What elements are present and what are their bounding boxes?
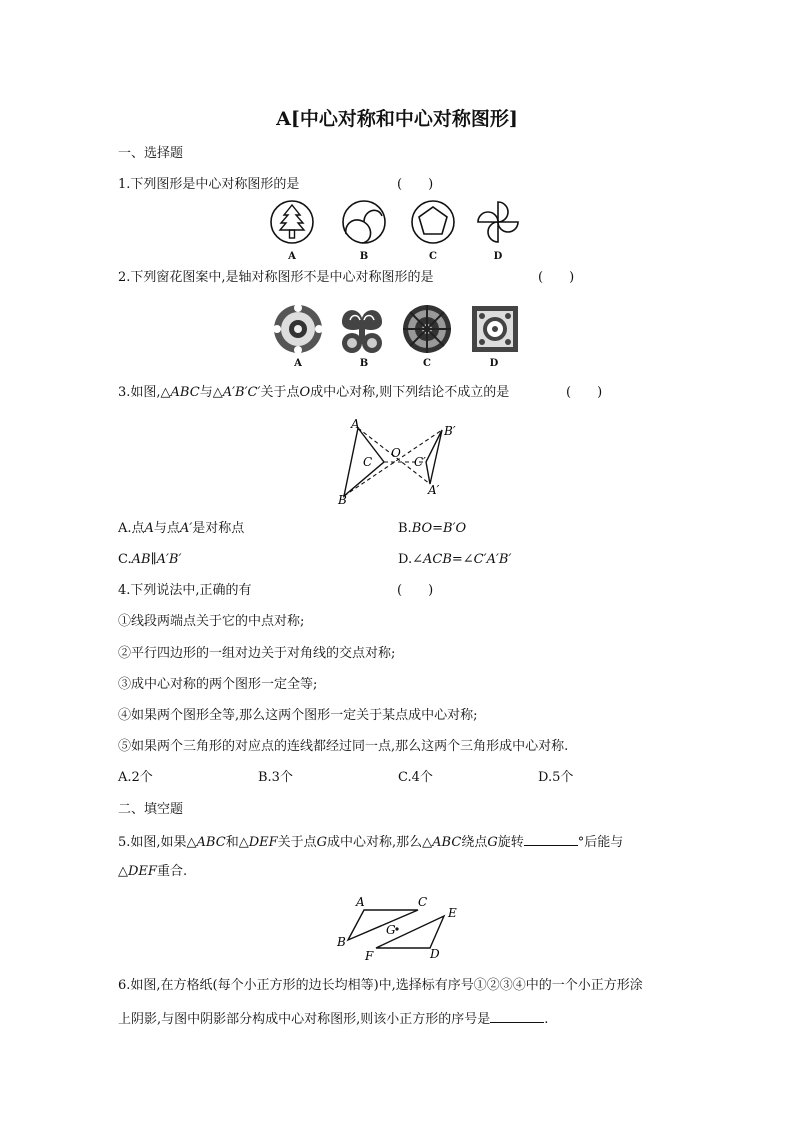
fig3-label-c: C xyxy=(363,455,373,469)
question-1-text: 1.下列图形是中心对称图形的是 xyxy=(118,177,300,192)
question-2-answer-paren: ( ) xyxy=(538,270,575,285)
fig3-label-c-prime: C′ xyxy=(414,455,426,469)
paper-cut-a-figure xyxy=(273,304,323,354)
paper-cut-d-figure xyxy=(472,306,518,352)
question-2-paper-cut-figures xyxy=(270,302,525,356)
question-4-statement-1: ①线段两端点关于它的中点对称; xyxy=(118,614,305,629)
fig3-label-b-prime: B′ xyxy=(444,424,456,438)
question-1-label-c: C xyxy=(429,251,437,262)
fig5-label-a: A xyxy=(356,895,365,909)
tree-circle-figure xyxy=(271,201,313,243)
question-2-label-a: A xyxy=(294,358,302,369)
question-1-label-d: D xyxy=(493,251,503,262)
paper-cut-c-figure xyxy=(403,305,451,353)
fig5-label-g: G xyxy=(386,923,396,937)
question-4-text: 4.下列说法中,正确的有 xyxy=(118,583,252,598)
section-heading-choice: 一、选择题 xyxy=(118,146,184,161)
section-heading-fill-in: 二、填空题 xyxy=(118,802,184,817)
question-4-statement-4: ④如果两个图形全等,那么这两个图形一定关于某点成中心对称; xyxy=(118,708,478,723)
question-2-text: 2.下列窗花图案中,是轴对称图形不是中心对称图形的是 xyxy=(118,270,434,285)
question-6-line-2: 上阴影,与图中阴影部分构成中心对称图形,则该小正方形的序号是 . xyxy=(118,1012,549,1027)
question-4-option-b: B.3个 xyxy=(258,770,293,785)
question-5-answer-blank[interactable] xyxy=(524,833,578,846)
swirl-circle-figure xyxy=(343,201,385,243)
fig3-label-o: O xyxy=(391,446,401,460)
pentagon-circle-figure xyxy=(412,201,454,243)
fig3-label-a: A xyxy=(351,417,360,431)
question-2-label-b: B xyxy=(359,358,369,369)
question-5-line-1: 5.如图,如果△ABC和△DEF关于点G成中心对称,那么△ABC绕点G旋转 °后能与 xyxy=(118,835,624,850)
fig5-label-b: B xyxy=(337,935,346,949)
fig5-label-c: C xyxy=(418,895,428,909)
question-4-option-c: C.4个 xyxy=(398,770,433,785)
question-6-answer-blank[interactable] xyxy=(490,1010,544,1023)
question-5-triangles-figure xyxy=(334,892,464,964)
fig5-label-d: D xyxy=(430,947,440,961)
question-1-label-a: A xyxy=(288,251,296,262)
question-3-answer-paren: ( ) xyxy=(566,385,603,400)
fig5-label-f: F xyxy=(365,949,374,963)
question-3-text: 3.如图,△ABC与△A′B′C′关于点O成中心对称,则下列结论不成立的是 xyxy=(118,385,510,400)
pinwheel-figure xyxy=(478,202,518,242)
question-3-symmetry-figure xyxy=(330,414,470,506)
question-4-statement-2: ②平行四边形的一组对边关于对角线的交点对称; xyxy=(118,646,396,661)
question-6-line-1: 6.如图,在方格纸(每个小正方形的边长均相等)中,选择标有序号①②③④中的一个小正方形涂 xyxy=(118,978,643,993)
question-3-option-b: B.BO=B′O xyxy=(398,521,467,536)
fig3-label-b: B xyxy=(338,493,347,506)
question-3-option-c: C.AB∥A′B′ xyxy=(118,552,182,567)
question-4-statement-3: ③成中心对称的两个图形一定全等; xyxy=(118,677,318,692)
question-2-label-c: C xyxy=(423,358,431,369)
question-3-option-d: D.∠ACB=∠C′A′B′ xyxy=(398,552,512,567)
page-title: A[中心对称和中心对称图形] xyxy=(276,108,518,130)
question-4-option-d: D.5个 xyxy=(538,770,574,785)
paper-cut-b-figure xyxy=(342,310,382,353)
question-1-answer-paren: ( ) xyxy=(397,177,434,192)
question-2-label-d: D xyxy=(489,358,499,369)
question-4-statement-5: ⑤如果两个三角形的对应点的连线都经过同一点,那么这两个三角形成中心对称. xyxy=(118,739,569,754)
question-3-option-a: A.点A与点A′是对称点 xyxy=(118,521,245,536)
question-5-line-2: △DEF重合. xyxy=(118,864,188,879)
fig5-label-e: E xyxy=(448,906,457,920)
question-1-figures xyxy=(268,196,528,248)
question-4-option-a: A.2个 xyxy=(118,770,153,785)
question-1-label-b: B xyxy=(359,251,369,262)
question-4-answer-paren: ( ) xyxy=(397,583,434,598)
fig3-label-a-prime: A′ xyxy=(428,483,440,497)
